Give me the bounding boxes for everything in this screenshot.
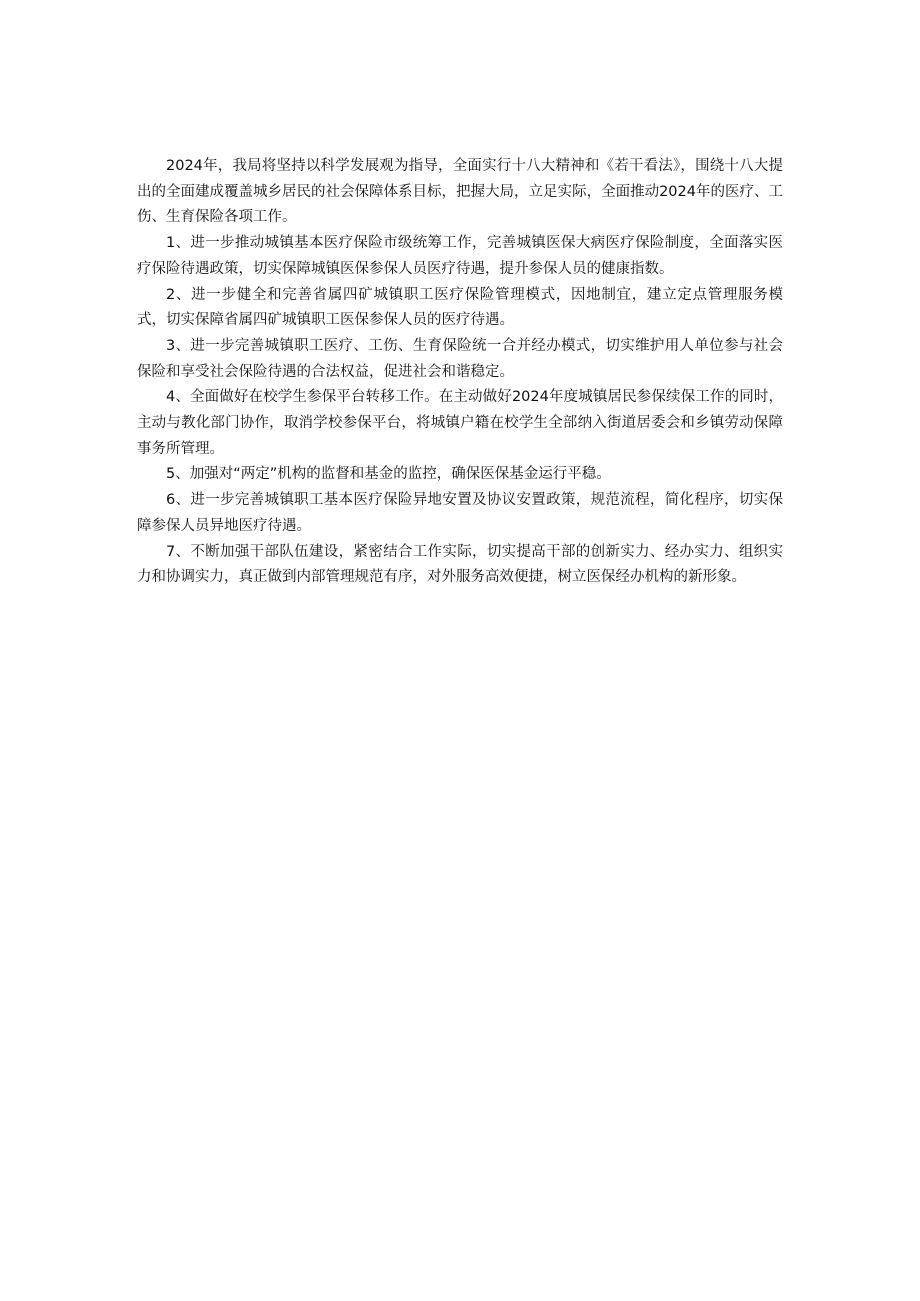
item-paragraph-2: 2、进一步健全和完善省属四矿城镇职工医疗保险管理模式，因地制宜，建立定点管理服务模式，切实保障省属四矿城镇职工医保参保人员的医疗待遇。 [137,286,783,329]
item-paragraph-3: 3、进一步完善城镇职工医疗、工伤、生育保险统一合并经办模式，切实维护用人单位参与社会保险和享受社会保险待遇的合法权益，促进社会和谐稳定。 [137,337,783,380]
document-body [137,154,783,591]
item-paragraph-6: 6、进一步完善城镇职工基本医疗保险异地安置及协议安置政策，规范流程，简化程序，切实保障参保人员异地医疗待遇。 [137,492,783,534]
item-paragraph-4: 4、全面做好在校学生参保平台转移工作。在主动做好2024年度城镇居民参保续保工作的同时，主动与教化部门协作，取消学校参保平台，将城镇户籍在校学生全部纳入街道居委会和乡镇劳动保障事务所管理。 [137,389,783,457]
item-paragraph-5: 5、加强对“两定”机构的监督和基金的监控，确保医保基金运行平稳。 [166,466,611,483]
item-paragraph-1: 1、进一步推动城镇基本医疗保险市级统筹工作，完善城镇医保大病医疗保险制度，全面落实医疗保险待遇政策，切实保障城镇医保参保人员医疗待遇，提升参保人员的健康指数。 [137,235,783,277]
item-paragraph-7: 7、不断加强干部队伍建设，紧密结合工作实际，切实提高干部的创新实力、经办实力、组织实力和协调实力，真正做到内部管理规范有序，对外服务高效便捷，树立医保经办机构的新形象。 [137,543,783,586]
intro-paragraph: 2024年，我局将坚持以科学发展观为指导，全面实行十八大精神和《若干看法》，围绕十八大提出的全面建成覆盖城乡居民的社会保障体系目标，把握大局，立足实际，全面推动2024年的医疗、工伤、生育保险各项工作。 [137,158,783,226]
